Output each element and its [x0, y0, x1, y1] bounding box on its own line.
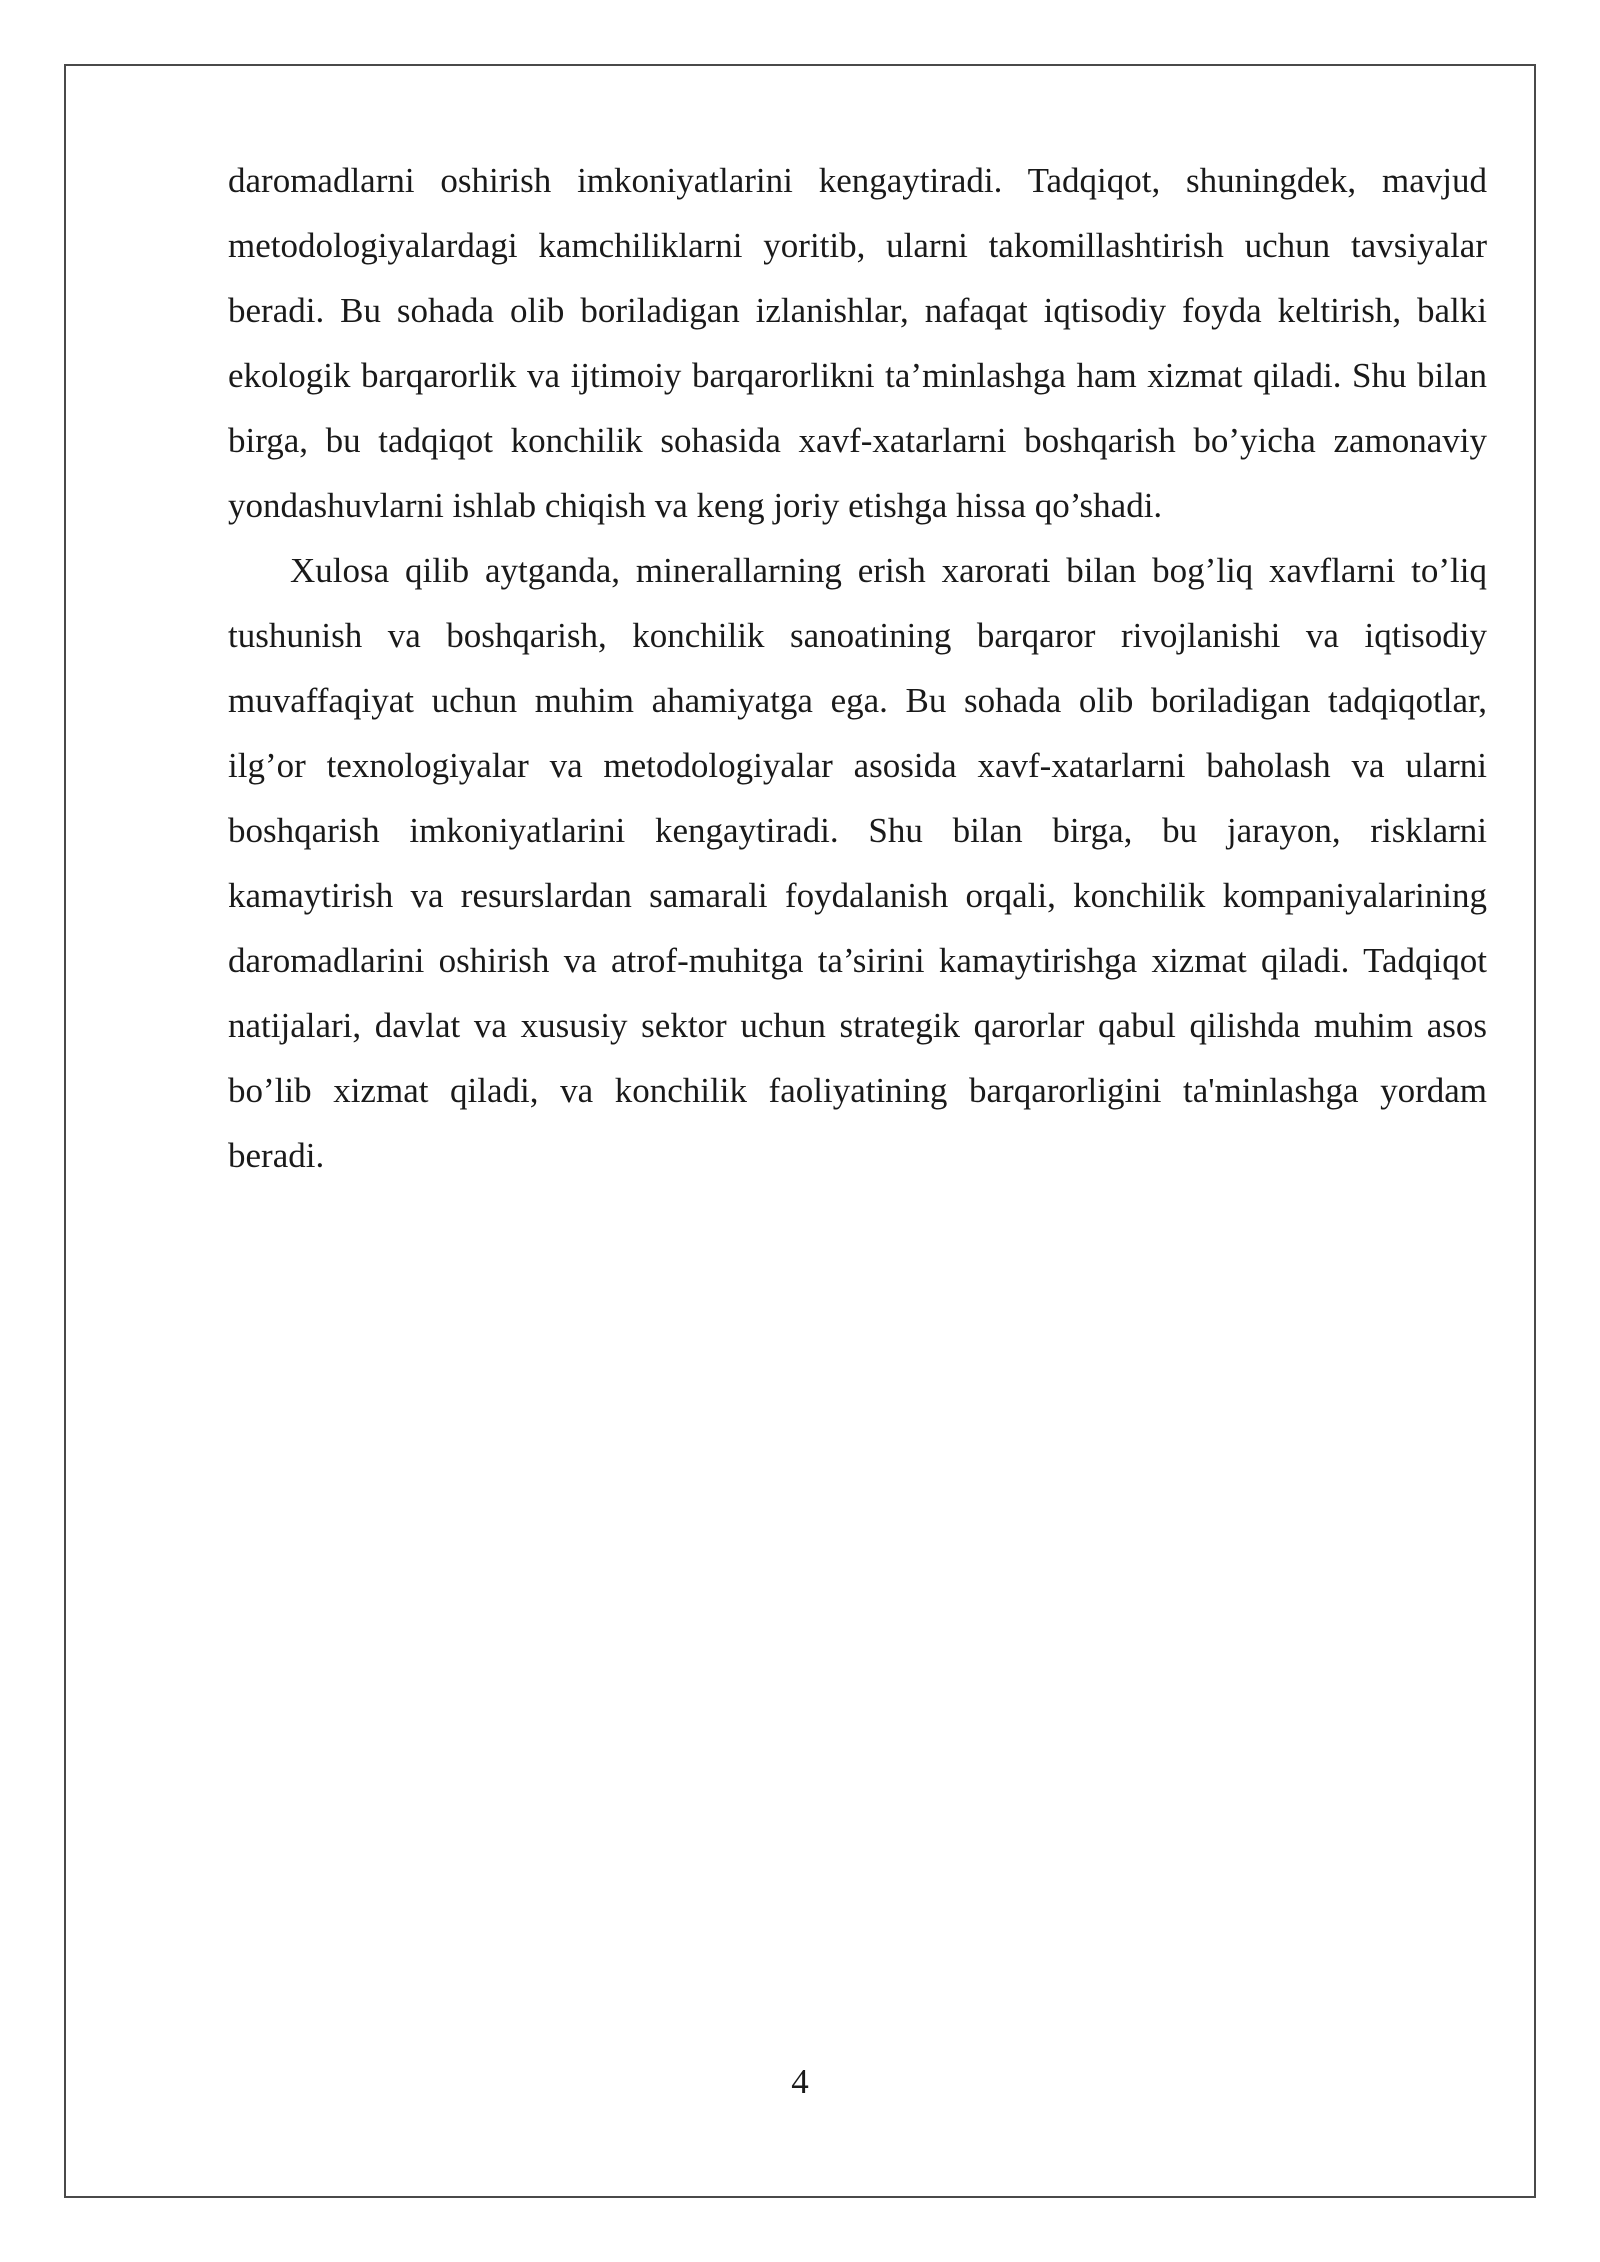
body-text: [228, 148, 1487, 1188]
paragraph-continuation: daromadlarni oshirish imkoniyatlarini kengaytiradi. Tadqiqot, shuningdek, mavjud metodologiyalardagi kamchiliklarni yoritib, ularni takomillashtirish uchun tavsiyalar beradi. Bu sohada olib boriladigan izlanishlar, nafaqat iqtisodiy foyda keltirish, balki ekologik barqarorlik va ijtimoiy barqarorlikni ta’minlashga ham xizmat qiladi. Shu bilan birga, bu tadqiqot konchilik sohasida xavf-xatarlarni boshqarish bo’yicha zamonaviy yondashuvlarni ishlab chiqish va keng joriy etishga hissa qo’shadi.: [228, 161, 1487, 525]
paragraph-conclusion: Xulosa qilib aytganda, minerallarning erish xarorati bilan bog’liq xavflarni to’liq tushunish va boshqarish, konchilik sanoatining barqaror rivojlanishi va iqtisodiy muvaffaqiyat uchun muhim ahamiyatga ega. Bu sohada olib boriladigan tadqiqotlar, ilg’or texnologiyalar va metodologiyalar asosida xavf-xatarlarni baholash va ularni boshqarish imkoniyatlarini kengaytiradi. Shu bilan birga, bu jarayon, risklarni kamaytirish va resurslardan samarali foydalanish orqali, konchilik kompaniyalarining daromadlarini oshirish va atrof-muhitga ta’sirini kamaytirishga xizmat qiladi. Tadqiqot natijalari, davlat va xususiy sektor uchun strategik qarorlar qabul qilishda muhim asos bo’lib xizmat qiladi, va konchilik faoliyatining barqarorligini ta'minlashga yordam beradi.: [228, 551, 1487, 1175]
page-number: 4: [791, 2062, 809, 2101]
